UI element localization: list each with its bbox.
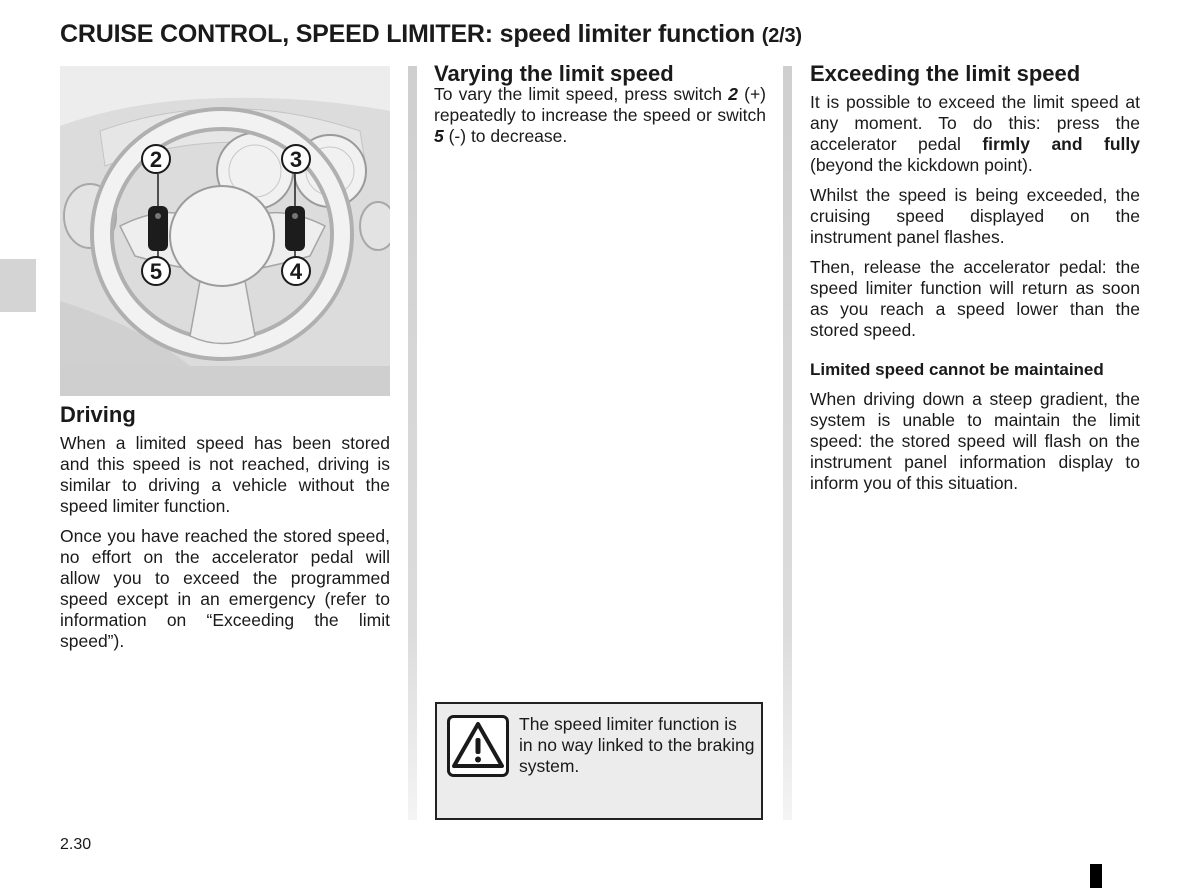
varying-paragraph: To vary the limit speed, press switch 2 (+) repeatedly to increase the speed or switch 5 (-) to decrease.: [434, 84, 766, 146]
svg-text:5: 5: [149, 259, 163, 284]
column-right: [810, 60, 1140, 503]
switch-minus-ref: 5: [434, 126, 444, 146]
page-number: 2.30: [60, 836, 92, 853]
warning-box: [435, 702, 763, 820]
page-part-indicator: (2/3): [761, 25, 802, 47]
page-title: [60, 18, 1160, 52]
driving-heading: Driving: [60, 402, 136, 427]
svg-text:4: 4: [289, 259, 303, 284]
svg-text:2: 2: [149, 147, 163, 172]
exceeding-paragraph-1: It is possible to exceed the limit speed at any moment. To do this: press the accelerator pedal firmly and fully (beyond the kickdown point).: [810, 92, 1140, 175]
svg-text:3: 3: [289, 147, 303, 172]
exceeding-heading: Exceeding the limit speed: [810, 61, 1081, 86]
column-separator: [783, 66, 792, 820]
driving-paragraph-1: When a limited speed has been stored and this speed is not reached, driving is similar to driving a vehicle without the speed limiter function.: [60, 433, 390, 516]
print-corner-mark: [1090, 864, 1102, 888]
warning-triangle-icon: [447, 715, 509, 777]
warning-text: The speed limiter function is in no way linked to the braking system.: [519, 714, 755, 776]
varying-heading: Varying the limit speed: [434, 61, 674, 86]
column-middle: [434, 60, 766, 156]
callout-5: [142, 257, 170, 285]
switch-plus-ref: 2: [728, 84, 738, 104]
callout-2: [142, 145, 170, 173]
page-title-text: CRUISE CONTROL, SPEED LIMITER: speed limiter function: [60, 20, 756, 48]
callout-4: [282, 257, 310, 285]
steering-wheel-illustration: [60, 66, 390, 396]
callout-3: [282, 145, 310, 173]
exceeding-paragraph-3: Then, release the accelerator pedal: the speed limiter function will return as soon as you reach a speed lower than the stored speed.: [810, 257, 1140, 340]
driving-paragraph-2: Once you have reached the stored speed, no effort on the accelerator pedal will allow you to exceed the programmed speed except in an emergency (refer to information on “Exceeding the limit speed”).: [60, 526, 390, 651]
limited-speed-subheading: Limited speed cannot be maintained: [810, 360, 1104, 379]
column-separator: [408, 66, 417, 820]
exceeding-paragraph-4: When driving down a steep gradient, the system is unable to maintain the limit speed: the stored speed will flash on the instrument panel information display to inform you of this situation.: [810, 389, 1140, 493]
section-tab-marker: [0, 259, 36, 312]
steering-wheel-figure: [60, 66, 390, 396]
column-left: [60, 60, 390, 661]
emphasis-firmly-fully: firmly and fully: [982, 134, 1140, 154]
exceeding-paragraph-2: Whilst the speed is being exceeded, the cruising speed displayed on the instrument panel flashes.: [810, 185, 1140, 247]
